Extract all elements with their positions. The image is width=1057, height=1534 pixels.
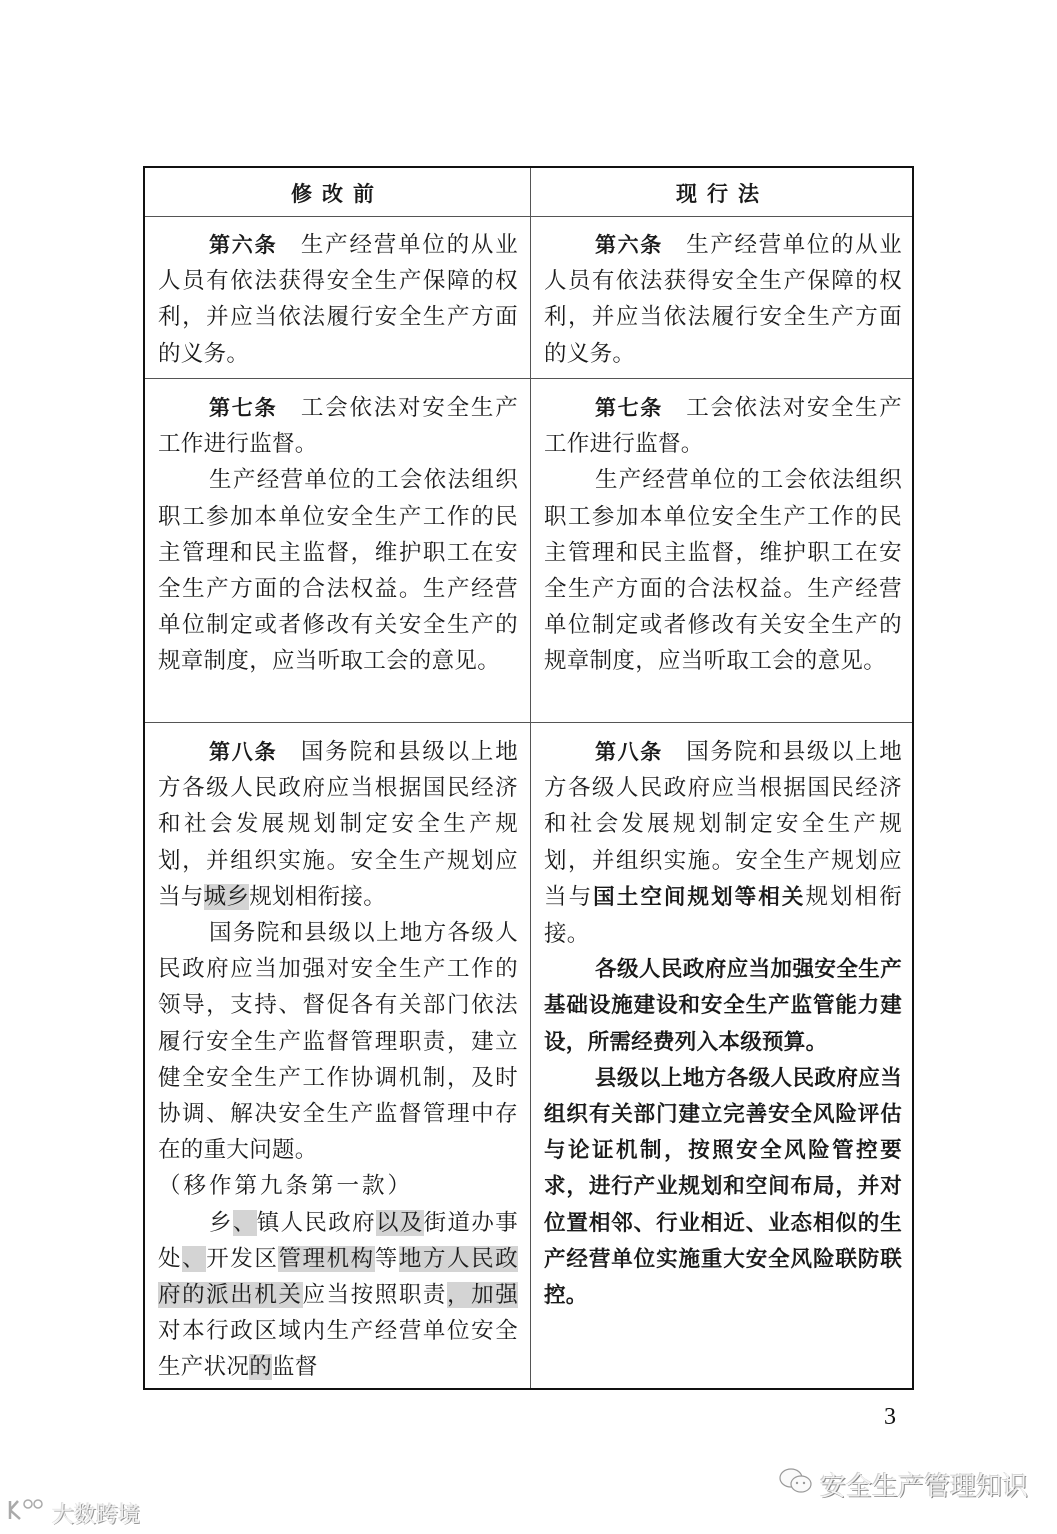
text-segment: 对本行政区域内生产经营单位安全生产状况 (158, 1318, 518, 1381)
comparison-table (143, 166, 914, 1390)
header-before: 修改前 (291, 181, 384, 206)
highlight: 城乡 (203, 883, 250, 910)
paragraph: 生产经营单位的工会依法组织职工参加本单位安全生产工作的民主管理和民主监督，维护职工在安全生产方面的合法权益。生产经营单位制定或者修改有关安全生产的规章制度，应当听取工会的意见。 (544, 467, 902, 675)
highlight: 管理机构 (278, 1245, 375, 1272)
article-number: 第八条 (209, 740, 278, 764)
row-divider (145, 722, 912, 723)
move-note: （移作第九条第一款） (158, 1173, 414, 1200)
paragraph-highlighted (158, 1205, 518, 1386)
article-number: 第七条 (209, 396, 278, 420)
article-number: 第八条 (595, 740, 663, 764)
watermark-brand (6, 1497, 140, 1529)
watermark-wechat (778, 1466, 1028, 1503)
page-number: 3 (884, 1404, 896, 1430)
highlight: 、 (232, 1209, 257, 1236)
amended-paragraph: 各级人民政府应当加强安全生产基础设施建设和安全生产监管能力建设，所需经费列入本级预算。 (544, 957, 902, 1055)
cell-before-article-8: 第八条 国务院和县级以上地方各级人民政府应当根据国民经济和社会发展规划制定安全生产规划，并组织实施。安全生产规划应当与城乡规划相衔接。 国务院和县级以上地方各级人民政府应当加强对安全生产工作的领导，支持、督促各有关部门依法履行安全生产监督管理职责，建立健全安全生产工作协调机制，及时协调、解决安全生产监督管理中存在的重大问题。 （移作第九条第一款） 乡、镇人民政府以及街道办事处、开发区管理机构等地方人民政府的派出机关应当按照职责，加强对本行政区域内生产经营单位安全生产状况的监督 (145, 734, 530, 1386)
highlight: 地方人民政府的派出机关 (158, 1245, 518, 1309)
k100-logo-icon (6, 1497, 46, 1529)
article-number: 第七条 (595, 396, 663, 420)
highlight: ，加强 (447, 1282, 518, 1309)
cell-current-article-8: 第八条 国务院和县级以上地方各级人民政府应当根据国民经济和社会发展规划制定安全生产规划，并组织实施。安全生产规划应当与国土空间规划等相关规划相衔接。 各级人民政府应当加强安全生产基础设施建设和安全生产监管能力建设，所需经费列入本级预算。 县级以上地方各级人民政府应当组织有关部门建立完善安全风险评估与论证机制，按照安全风险管控要求，进行产业规划和空间布局，并对位置相邻、行业相近、业态相似的生产经营单位实施重大安全风险联防联控。 (531, 734, 914, 1314)
highlight: 以及 (375, 1209, 424, 1236)
text-segment: 街道办事处 (158, 1209, 518, 1272)
highlight: 、 (182, 1245, 207, 1272)
amended-paragraph: 县级以上地方各级人民政府应当组织有关部门建立完善安全风险评估与论证机制，按照安全风险管控要求，进行产业规划和空间布局，并对位置相邻、行业相近、业态相似的生产经营单位实施重大安全风险联防联控。 (544, 1065, 902, 1309)
cell-before-article-7: 第七条 工会依法对安全生产工作进行监督。 生产经营单位的工会依法组织职工参加本单位安全生产工作的民主管理和民主监督，维护职工在安全生产方面的合法权益。生产经营单位制定或者修改有关安全生产的规章制度，应当听取工会的意见。 (145, 390, 530, 680)
wechat-icon (778, 1466, 814, 1503)
article-number: 第六条 (209, 233, 278, 257)
cell-current-article-6: 第六条 生产经营单位的从业人员有依法获得安全生产保障的权利，并应当依法履行安全生产方面的义务。 (544, 232, 902, 367)
paragraph: 生产经营单位的工会依法组织职工参加本单位安全生产工作的民主管理和民主监督，维护职工在安全生产方面的合法权益。生产经营单位制定或者修改有关安全生产的规章制度，应当听取工会的意见。 (158, 467, 518, 675)
text-segment: 开发区 (206, 1245, 279, 1272)
amended-text: 国土空间规划等相关 (593, 884, 806, 910)
text-segment: 等 (374, 1245, 399, 1272)
watermark-text: 大数跨境 (52, 1502, 141, 1528)
article-number: 第六条 (595, 233, 663, 257)
cell-before-article-6: 第六条 生产经营单位的从业人员有依法获得安全生产保障的权利，并应当依法履行安全生产方面的义务。 (158, 232, 518, 367)
cell-current-article-7: 第七条 工会依法对安全生产工作进行监督。 生产经营单位的工会依法组织职工参加本单位安全生产工作的民主管理和民主监督，维护职工在安全生产方面的合法权益。生产经营单位制定或者修改有关安全生产的规章制度，应当听取工会的意见。 (531, 390, 914, 680)
text-segment: 监督 (272, 1354, 318, 1381)
highlight: 的 (249, 1354, 273, 1381)
row-divider (145, 378, 912, 379)
text-segment: 镇人民政府 (256, 1209, 376, 1236)
text-segment: 应当按照职责 (302, 1282, 448, 1309)
header-current: 现行法 (676, 181, 769, 206)
text-segment: 乡 (209, 1209, 233, 1236)
watermark-text: 安全生产管理知识 (820, 1472, 1029, 1502)
